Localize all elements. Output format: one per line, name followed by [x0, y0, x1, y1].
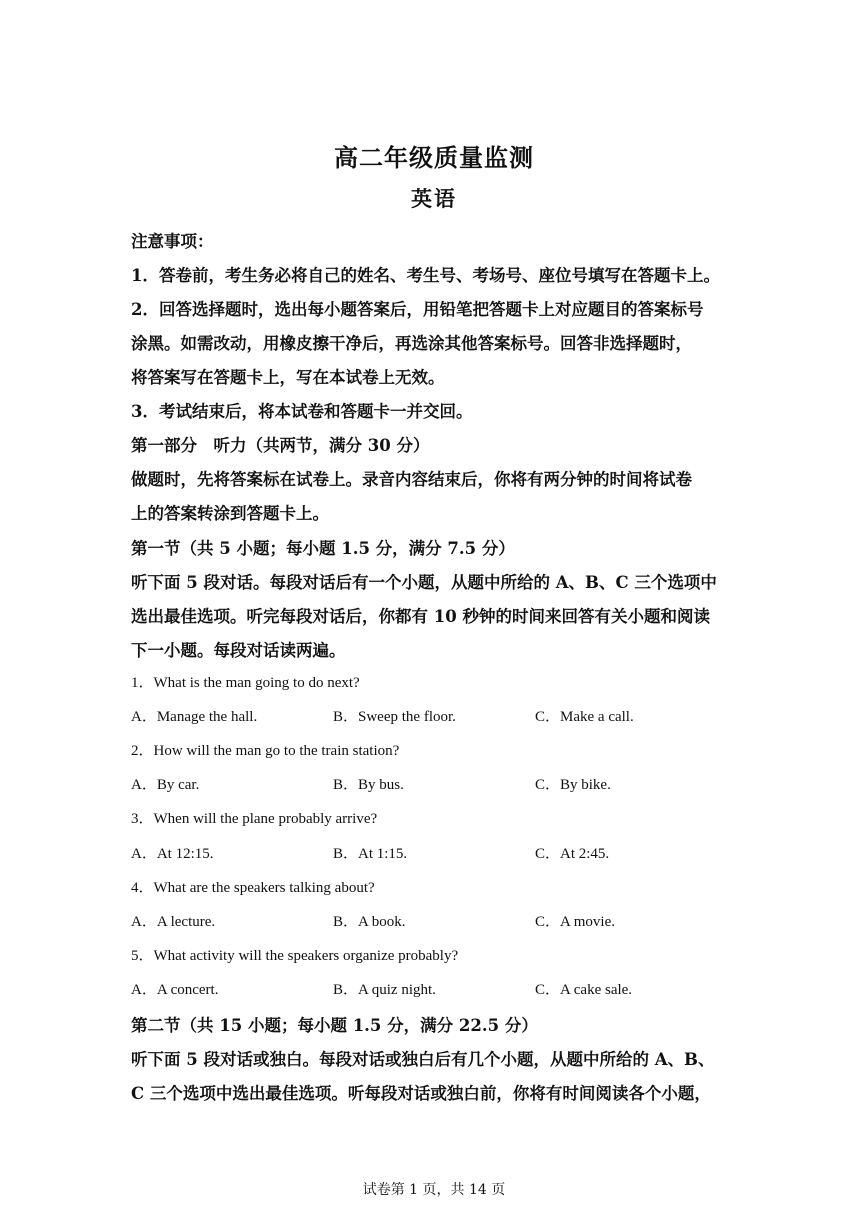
- part1-instruction-line-1: 做题时，先将答案标在试卷上。录音内容结束后，你将有两分钟的时间将试卷: [131, 470, 692, 489]
- option-c: C．A cake sale.: [535, 982, 633, 998]
- option-a: A．At 12:15.: [131, 846, 214, 862]
- section1-heading: 第一节（共 5 小题；每小题 1.5 分，满分 7.5 分）: [131, 539, 515, 558]
- option-a: A．A lecture.: [131, 914, 216, 930]
- option-a: A．A concert.: [131, 982, 219, 998]
- option-a: A．Manage the hall.: [131, 709, 258, 725]
- page-footer: 试卷第 1 页，共 14 页: [362, 1182, 506, 1198]
- option-b: B．A book.: [333, 914, 406, 930]
- question-stem: 5．What activity will the speakers organize probably?: [131, 948, 459, 964]
- question-stem: 1．What is the man going to do next?: [131, 675, 360, 691]
- part1-instruction-line-2: 上的答案转涂到答题卡上。: [131, 504, 329, 523]
- question-stem: 3．When will the plane probably arrive?: [131, 811, 378, 827]
- option-b: B．By bus.: [333, 777, 404, 793]
- notice-item-2-line-1: 2．回答选择题时，选出每小题答案后，用铅笔把答题卡上对应题目的答案标号: [131, 300, 704, 319]
- notice-heading: 注意事项：: [131, 232, 214, 251]
- exam-title: 高二年级质量监测: [334, 143, 534, 172]
- option-b: B．Sweep the floor.: [333, 709, 456, 725]
- option-c: C．Make a call.: [535, 709, 634, 725]
- section2-instruction-line-2: C 三个选项中选出最佳选项。听每段对话或独白前，你将有时间阅读各个小题，: [131, 1084, 711, 1103]
- option-c: C．A movie.: [535, 914, 616, 930]
- notice-item-2-line-2: 涂黑。如需改动，用橡皮擦干净后，再选涂其他答案标号。回答非选择题时，: [131, 334, 692, 353]
- notice-item-3: 3．考试结束后，将本试卷和答题卡一并交回。: [131, 402, 473, 421]
- notice-item-1: 1．答卷前，考生务必将自己的姓名、考生号、考场号、座位号填写在答题卡上。: [131, 266, 720, 285]
- part1-heading: 第一部分 听力（共两节，满分 30 分）: [131, 436, 430, 455]
- section2-instruction-line-1: 听下面 5 段对话或独白。每段对话或独白后有几个小题，从题中所给的 A、B、: [131, 1050, 715, 1069]
- option-a: A．By car.: [131, 777, 200, 793]
- question-stem: 2．How will the man go to the train station?: [131, 743, 400, 759]
- subject-title: 英语: [411, 186, 457, 211]
- notice-item-2-line-3: 将答案写在答题卡上，写在本试卷上无效。: [131, 368, 445, 387]
- question-stem: 4．What are the speakers talking about?: [131, 880, 375, 896]
- section1-instruction-line-3: 下一小题。每段对话读两遍。: [131, 641, 346, 660]
- option-b: B．At 1:15.: [333, 846, 408, 862]
- option-c: C．By bike.: [535, 777, 611, 793]
- section1-instruction-line-1: 听下面 5 段对话。每段对话后有一个小题，从题中所给的 A、B、C 三个选项中: [131, 573, 717, 592]
- section1-instruction-line-2: 选出最佳选项。听完每段对话后，你都有 10 秒钟的时间来回答有关小题和阅读: [131, 607, 710, 626]
- option-c: C．At 2:45.: [535, 846, 610, 862]
- option-b: B．A quiz night.: [333, 982, 436, 998]
- section2-heading: 第二节（共 15 小题；每小题 1.5 分，满分 22.5 分）: [131, 1016, 538, 1035]
